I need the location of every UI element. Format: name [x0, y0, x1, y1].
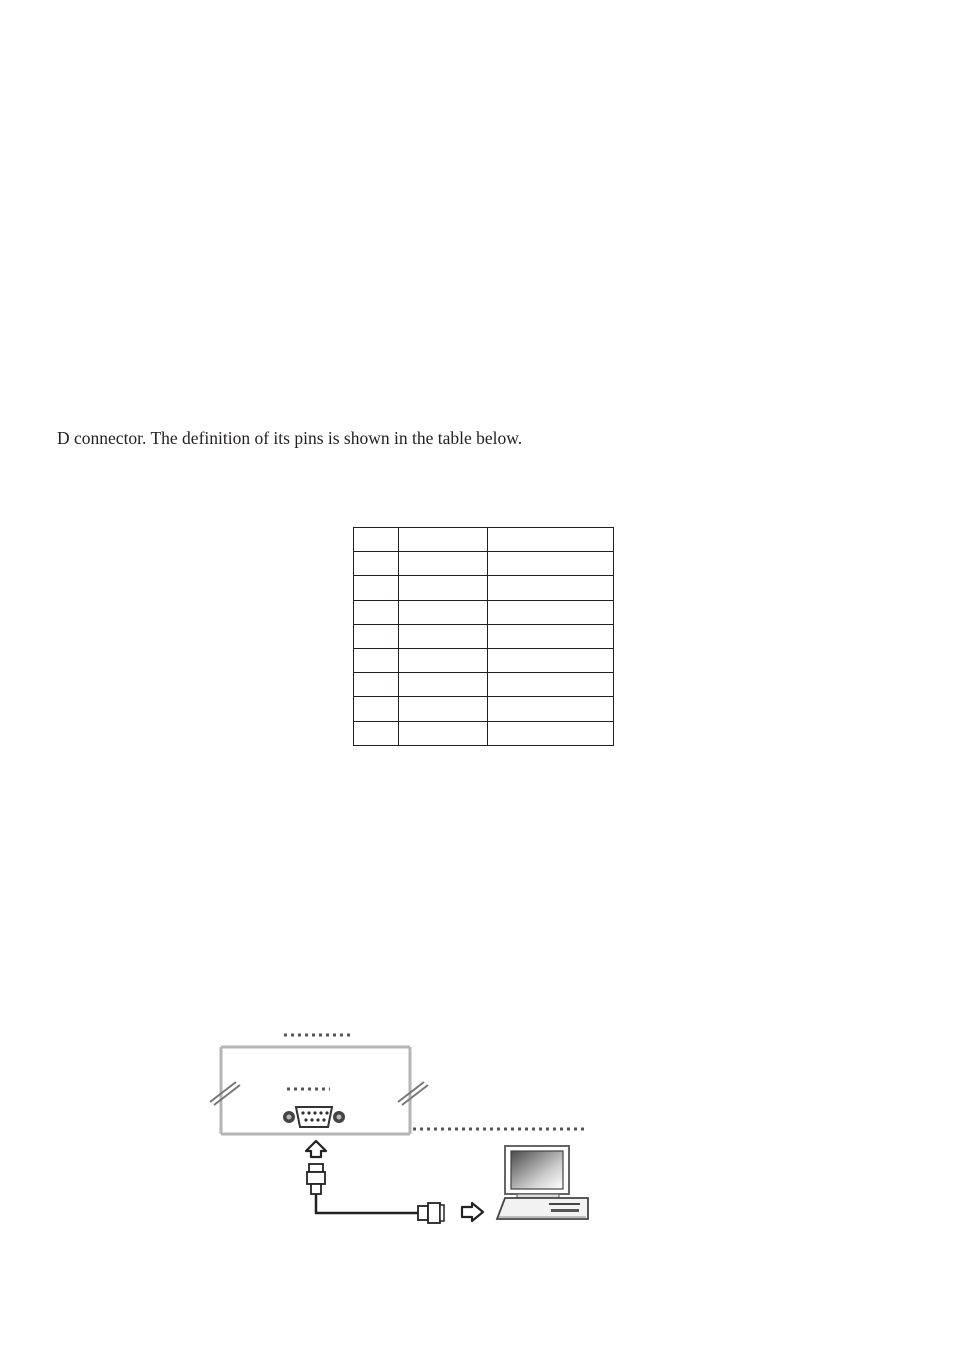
- serial-cable-icon: [307, 1164, 444, 1223]
- right-arrow-icon: [462, 1203, 483, 1221]
- computer-icon: [497, 1146, 588, 1219]
- db9-port-icon: [283, 1107, 345, 1127]
- up-arrow-icon: [306, 1141, 326, 1157]
- body-paragraph: D connector. The definition of its pins is shown in the table below.: [57, 428, 523, 448]
